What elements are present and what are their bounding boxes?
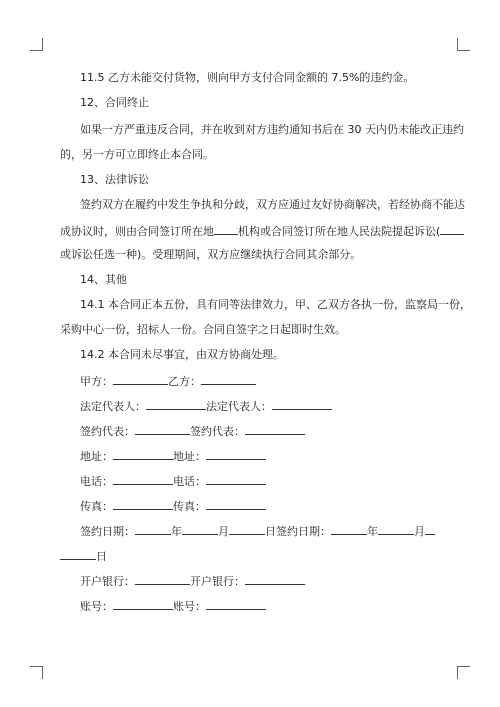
clause-13-line-1: 签约双方在履约中发生争执和分歧，双方应通过友好协商解决，若经协商不能达 [80, 198, 465, 211]
phone-b-label: 电话： [173, 475, 206, 488]
phone-b-field[interactable] [206, 473, 266, 485]
day-b-label: 日 [96, 550, 107, 563]
date-a-day-field[interactable] [229, 523, 265, 535]
sign-row-account [80, 598, 266, 614]
clause-13-line-3: 或诉讼任选一种)。受理期间，双方应继续执行合同其余部分。 [60, 248, 362, 261]
month-a-label: 月 [218, 525, 229, 538]
legal-rep-b-field[interactable] [272, 398, 332, 410]
sign-row-bank [80, 573, 305, 589]
blank-arbitration [440, 223, 464, 235]
sign-rep-a-label: 签约代表： [80, 425, 135, 438]
fax-b-field[interactable] [206, 498, 266, 510]
sign-row-phone [80, 473, 266, 489]
sign-row-fax [80, 498, 266, 514]
phone-a-field[interactable] [113, 473, 173, 485]
clause-14-2: 14.2 本合同未尽事宜，由双方协商处理。 [80, 348, 284, 361]
party-a-label: 甲方： [80, 375, 113, 388]
fax-a-field[interactable] [113, 498, 173, 510]
sign-row-address [80, 448, 266, 464]
account-b-label: 账号： [173, 600, 206, 613]
crop-mark-bottom-left [30, 666, 43, 679]
phone-a-label: 电话： [80, 475, 113, 488]
party-b-label: 乙方： [168, 375, 201, 388]
clause-13-line-2-a: 成协议时，则由合同签订所在地 [60, 225, 214, 238]
clause-11-5: 11.5 乙方未能交付货物，则向甲方支付合同金额的 7.5%的违约金。 [80, 71, 415, 84]
clause-14-1-line-1: 14.1 本合同正本五份，具有同等法律效力，甲、乙双方各执一份，监察局一份， [80, 298, 471, 311]
clause-12-line-1: 如果一方严重违反合同，并在收到对方违约通知书后在 30 天内仍未能改正违约 [80, 123, 464, 136]
account-a-label: 账号： [80, 600, 113, 613]
month-b-label: 月 [414, 525, 425, 538]
heading-12: 12、合同终止 [80, 96, 149, 109]
address-b-label: 地址： [173, 450, 206, 463]
sign-row-sign-rep [80, 423, 305, 439]
sign-date-b-label: 日签约日期： [265, 525, 331, 538]
bank-a-field[interactable] [135, 573, 190, 585]
sign-rep-b-label: 签约代表： [190, 425, 245, 438]
date-a-year-field[interactable] [135, 523, 171, 535]
blank-location [214, 223, 238, 235]
legal-rep-a-field[interactable] [146, 398, 206, 410]
date-b-day-field-start[interactable] [425, 523, 435, 535]
crop-mark-top-left [30, 38, 43, 51]
heading-13: 13、法律诉讼 [80, 173, 149, 186]
sign-row-parties [80, 373, 256, 389]
date-a-month-field[interactable] [182, 523, 218, 535]
clause-13-line-2-b: 机构或合同签订所在地人民法院提起诉讼( [238, 225, 441, 238]
account-a-field[interactable] [113, 598, 173, 610]
account-b-field[interactable] [206, 598, 266, 610]
crop-mark-bottom-right [457, 666, 470, 679]
party-a-field[interactable] [113, 373, 168, 385]
clause-13-line-2 [60, 223, 464, 239]
legal-rep-a-label: 法定代表人： [80, 400, 146, 413]
sign-row-date [80, 523, 435, 539]
sign-rep-b-field[interactable] [245, 423, 305, 435]
date-b-day-field[interactable] [60, 548, 96, 560]
bank-a-label: 开户银行： [80, 575, 135, 588]
sign-date-a-label: 签约日期： [80, 525, 135, 538]
fax-a-label: 传真： [80, 500, 113, 513]
legal-rep-b-label: 法定代表人： [206, 400, 272, 413]
year-a-label: 年 [171, 525, 182, 538]
address-a-label: 地址： [80, 450, 113, 463]
address-b-field[interactable] [206, 448, 266, 460]
bank-b-label: 开户银行： [190, 575, 245, 588]
bank-b-field[interactable] [245, 573, 305, 585]
sign-row-legal-rep [80, 398, 332, 414]
clause-14-1-line-2: 采购中心一份，招标人一份。合同自签字之日起即时生效。 [60, 323, 346, 336]
party-b-field[interactable] [201, 373, 256, 385]
address-a-field[interactable] [113, 448, 173, 460]
fax-b-label: 传真： [173, 500, 206, 513]
clause-12-line-2: 的，另一方可立即终止本合同。 [60, 148, 214, 161]
date-b-year-field[interactable] [331, 523, 367, 535]
sign-row-date-cont [60, 548, 107, 564]
heading-14: 14、其他 [80, 273, 127, 286]
sign-rep-a-field[interactable] [135, 423, 190, 435]
crop-mark-top-right [457, 38, 470, 51]
date-b-month-field[interactable] [378, 523, 414, 535]
year-b-label: 年 [367, 525, 378, 538]
